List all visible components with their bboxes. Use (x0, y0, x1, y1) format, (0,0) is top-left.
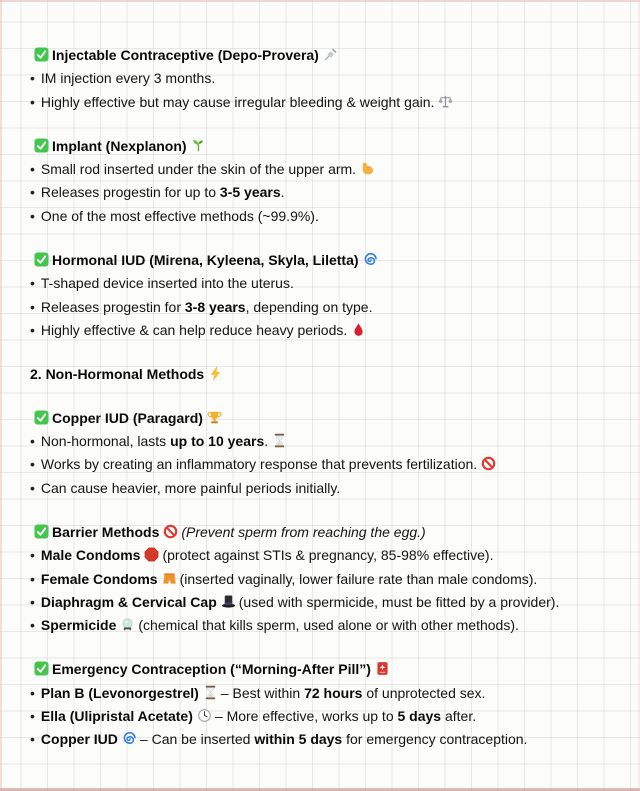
trophy-icon (207, 410, 222, 425)
bullet-marker: • (30, 207, 35, 224)
text-segment: Hormonal IUD (Mirena, Kyleena, Skyla, Liletta) (52, 251, 359, 268)
text-segment: , depending on type. (245, 298, 373, 315)
text-segment: . (280, 184, 285, 201)
text-segment: Emergency Contraception (“Morning-After Pill”) (52, 661, 371, 678)
bullet-line (30, 205, 622, 228)
method-heading (30, 521, 622, 544)
check-icon (34, 138, 49, 153)
blank-line (30, 114, 622, 135)
text-segment: (used with spermicide, must be fitted by a provider). (238, 593, 560, 610)
bullet-marker: • (30, 456, 35, 473)
cyclone-icon (122, 731, 137, 746)
text-segment: – Best within (220, 684, 305, 701)
text-segment: Non-hormonal, lasts (40, 433, 171, 450)
bullet-line (30, 319, 622, 342)
syringe-icon (323, 47, 338, 62)
clock-icon (197, 708, 212, 723)
bullet-line (30, 568, 622, 591)
sos-icon (375, 661, 390, 676)
text-segment: (inserted vaginally, lower failure rate than male condoms). (179, 570, 538, 587)
bullet-marker: • (30, 93, 35, 110)
text-segment: Copper IUD (40, 731, 118, 748)
check-icon (34, 661, 49, 676)
bullet-line (30, 728, 622, 751)
bullet-line (30, 591, 622, 614)
text-segment: after. (441, 707, 477, 724)
bullet-marker: • (30, 684, 35, 701)
bullet-marker: • (30, 479, 35, 496)
text-segment: Implant (Nexplanon) (52, 137, 187, 154)
text-segment: Injectable Contraceptive (Depo-Provera) (52, 47, 319, 63)
bullet-marker: • (30, 298, 35, 315)
text-segment: Ella (Ulipristal Acetate) (40, 707, 193, 724)
text-segment: Male Condoms (40, 547, 141, 564)
text-segment: Barrier Methods (52, 523, 160, 540)
text-segment: Diaphragm & Cervical Cap (40, 593, 217, 610)
bullet-marker: • (30, 707, 35, 724)
text-segment: Works by creating an inflammatory response that prevents fertilization. (40, 456, 478, 473)
check-icon (34, 47, 49, 62)
check-icon (34, 410, 49, 425)
cyclone-icon (363, 252, 378, 267)
bullet-marker: • (30, 617, 35, 634)
text-segment: Releases progestin for up to (40, 184, 220, 201)
text-segment: Can cause heavier, more painful periods initially. (40, 479, 341, 496)
blank-line (30, 638, 622, 659)
text-segment: for emergency contraception. (342, 731, 528, 748)
blood-drop-icon (351, 322, 366, 337)
text-segment: T-shaped device inserted into the uterus. (40, 275, 294, 292)
bullet-marker: • (30, 731, 35, 748)
bullet-line (30, 296, 622, 319)
text-segment: (Prevent sperm from reaching the egg.) (181, 523, 426, 540)
text-segment: 3-5 years (219, 184, 281, 201)
flexed-biceps-icon (360, 161, 375, 176)
text-segment: up to 10 years (170, 433, 265, 450)
blank-line (30, 342, 622, 363)
text-segment: Highly effective & can help reduce heavy periods. (40, 321, 348, 338)
bullet-marker: • (30, 547, 35, 564)
method-heading (30, 249, 622, 272)
text-segment: (chemical that kills sperm, used alone or with other methods). (138, 617, 519, 634)
blank-line (30, 500, 622, 521)
prohibited-icon (481, 456, 496, 471)
text-segment: 72 hours (304, 684, 363, 701)
section-heading (30, 363, 622, 386)
seedling-icon (191, 138, 206, 153)
bullet-marker: • (30, 161, 35, 178)
text-segment: 2. Non-Hormonal Methods (30, 365, 205, 382)
text-segment: Small rod inserted under the skin of the upper arm. (40, 161, 357, 178)
bullet-marker: • (30, 70, 35, 87)
prohibited-icon (163, 524, 178, 539)
bullet-marker: • (30, 321, 35, 338)
balance-scale-icon (438, 94, 453, 109)
bullet-marker: • (30, 433, 35, 450)
bullet-line (30, 272, 622, 295)
method-heading (30, 407, 622, 430)
bullet-line (30, 682, 622, 705)
hourglass-icon (272, 433, 287, 448)
bullet-line (30, 158, 622, 181)
bullet-line (30, 477, 622, 500)
text-segment: One of the most effective methods (~99.9%). (40, 207, 319, 224)
method-heading (30, 135, 622, 158)
method-heading (30, 658, 622, 681)
bullet-line (30, 614, 622, 637)
lightning-icon (208, 366, 223, 381)
blank-line (30, 386, 622, 407)
text-segment: 5 days (397, 707, 442, 724)
bullet-marker: • (30, 275, 35, 292)
bullet-line (30, 430, 622, 453)
text-segment: Highly effective but may cause irregular bleeding & weight gain. (40, 93, 435, 110)
method-heading (30, 44, 622, 67)
text-segment: . (264, 433, 269, 450)
text-segment: Female Condoms (40, 570, 158, 587)
bullet-marker: • (30, 184, 35, 201)
bullet-line (30, 91, 622, 114)
check-icon (34, 252, 49, 267)
hourglass-icon (203, 685, 218, 700)
check-icon (34, 524, 49, 539)
text-segment: IM injection every 3 months. (40, 70, 216, 87)
bullet-marker: • (30, 593, 35, 610)
bullet-marker: • (30, 570, 35, 587)
top-hat-icon (221, 594, 236, 609)
bullet-line (30, 705, 622, 728)
text-segment: Copper IUD (Paragard) (52, 409, 203, 426)
document-body (30, 44, 622, 752)
text-segment: – Can be inserted (139, 731, 255, 748)
stop-sign-icon (144, 547, 159, 562)
shorts-icon (162, 571, 177, 586)
text-segment: – More effective, works up to (214, 707, 398, 724)
bullet-line (30, 453, 622, 476)
text-segment: 3-8 years (184, 298, 246, 315)
bullet-line (30, 67, 622, 90)
text-segment: (protect against STIs & pregnancy, 85-98% effective). (162, 547, 494, 564)
text-segment: Plan B (Levonorgestrel) (40, 684, 199, 701)
flask-icon (120, 617, 135, 632)
text-segment: Releases progestin for (40, 298, 185, 315)
text-segment: within 5 days (254, 731, 343, 748)
bullet-line (30, 544, 622, 567)
blank-line (30, 228, 622, 249)
text-segment: of unprotected sex. (362, 684, 486, 701)
text-segment: Spermicide (40, 617, 117, 634)
bullet-line (30, 181, 622, 204)
